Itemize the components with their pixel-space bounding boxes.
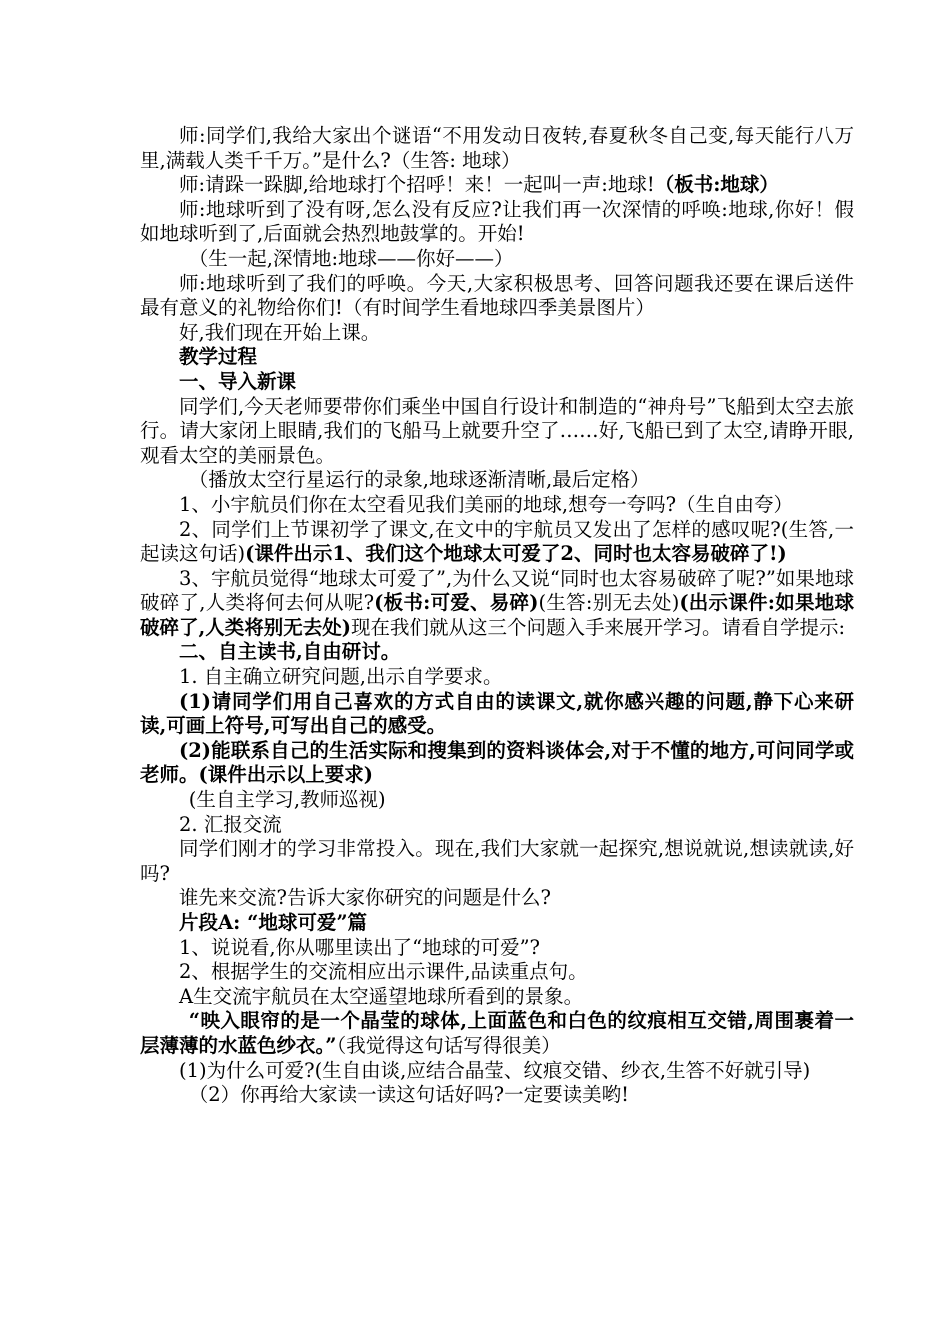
paragraph-start-class: 好,我们现在开始上课。 bbox=[179, 320, 381, 344]
paragraph-students-respond: （生一起,深情地:地球——你好——） bbox=[188, 246, 514, 270]
paragraph-self-study: (生自主学习,教师巡视) bbox=[188, 788, 386, 812]
courseware-note: (课件出示1、我们这个地球太可爱了2、同时也太容易破碎了!) bbox=[245, 542, 787, 566]
paragraph-item-2 bbox=[140, 518, 854, 567]
paragraph-gift: 师:地球听到了我们的呼唤。今天,大家积极思考、回答问题我还要在课后送件最有意义的礼物给你们!（有时间学生看地球四季美景图片） bbox=[140, 271, 854, 320]
text: (生答:别无去处) bbox=[538, 591, 680, 615]
text: 3、宇航员觉得“地球太可爱了”,为什么又说“同时也太容易破碎了呢?”如果地球破碎了,人类将何去何从呢? bbox=[140, 566, 854, 615]
paragraph-quote bbox=[140, 1009, 854, 1058]
paragraph-courseware: 2、根据学生的交流相应出示课件,品读重点句。 bbox=[179, 960, 588, 984]
text: （我觉得这句话写得很美） bbox=[336, 1033, 561, 1057]
paragraph-item-1: 1、小宇航员们你在太空看见我们美丽的地球,想夸一夸吗?（生自由夸） bbox=[179, 492, 794, 516]
paragraph-riddle: 师:同学们,我给大家出个谜语“不用发动日夜转,春夏秋冬自己变,每天能行八万里,满载人类千千万。”是什么?（生答: 地球） bbox=[140, 124, 854, 172]
paragraph-step-1: 1. 自主确立研究问题,出示自学要求。 bbox=[179, 665, 503, 689]
blackboard-note: （板书:地球） bbox=[654, 173, 779, 197]
heading-segment-a: 片段A: “地球可爱”篇 bbox=[179, 911, 368, 934]
paragraph-read-again: （2）你再给大家读一读这句话好吗?一定要读美哟! bbox=[188, 1083, 629, 1107]
paragraph-who-first: 谁先来交流?告诉大家你研究的问题是什么? bbox=[179, 886, 551, 910]
paragraph-item-3 bbox=[140, 567, 854, 641]
paragraph-why-lovely: (1)为什么可爱?(生自由谈,应结合晶莹、纹痕交错、纱衣,生答不好就引导) bbox=[179, 1058, 811, 1082]
paragraph-say: 1、说说看,你从哪里读出了“地球的可爱”? bbox=[179, 935, 540, 959]
paragraph-student-a: A生交流宇航员在太空遥望地球所看到的景象。 bbox=[179, 984, 584, 1008]
heading-section-2: 二、自主读书,自由研讨。 bbox=[179, 640, 401, 664]
paragraph-requirement-2: (2)能联系自己的生活实际和搜集到的资料谈体会,对于不懂的地方,可问同学或老师。(课件出示以上要求) bbox=[140, 738, 854, 787]
text: 现在我们就从这三个问题入手来展开学习。请看自学提示: bbox=[351, 615, 846, 639]
paragraph-call-earth: 师:地球听到了没有呀,怎么没有反应?让我们再一次深情的呼唤:地球,你好！假如地球听到了,后面就会热烈地鼓掌的。开始! bbox=[140, 197, 854, 246]
blackboard-note: (板书:可爱、易碎) bbox=[374, 591, 539, 615]
quoted-sentence: “映入眼帘的是一个晶莹的球体,上面蓝色和白色的纹痕相互交错,周围裹着一层薄薄的水蓝色纱衣。” bbox=[140, 1009, 854, 1057]
paragraph-stomp bbox=[140, 173, 854, 198]
courseware-note: (出示课件:如果地球破碎了,人类将别无去处) bbox=[140, 591, 854, 639]
paragraph-video: （播放太空行星运行的录象,地球逐渐清晰,最后定格） bbox=[188, 468, 650, 492]
paragraph-spaceship: 同学们,今天老师要带你们乘坐中国自行设计和制造的“神舟号”飞船到太空去旅行。请大家闭上眼睛,我们的飞船马上就要升空了……好,飞船已到了太空,请睁开眼,观看太空的美丽景色。 bbox=[140, 394, 854, 467]
paragraph-explore: 同学们刚才的学习非常投入。现在,我们大家就一起探究,想说就说,想读就读,好吗? bbox=[140, 837, 854, 885]
text: 2、同学们上节课初学了课文,在文中的宇航员又发出了怎样的感叹呢?(生答,一起读这句话) bbox=[140, 517, 854, 566]
text: 师:请跺一跺脚,给地球打个招呼！来！一起叫一声:地球! bbox=[179, 173, 655, 197]
heading-teaching-process: 教学过程 bbox=[179, 345, 258, 369]
paragraph-step-2: 2. 汇报交流 bbox=[179, 812, 282, 836]
heading-section-1: 一、导入新课 bbox=[179, 369, 297, 393]
paragraph-requirement-1: (1)请同学们用自己喜欢的方式自由的读课文,就你感兴趣的问题,静下心来研读,可画上符号,可写出自己的感受。 bbox=[140, 689, 854, 738]
